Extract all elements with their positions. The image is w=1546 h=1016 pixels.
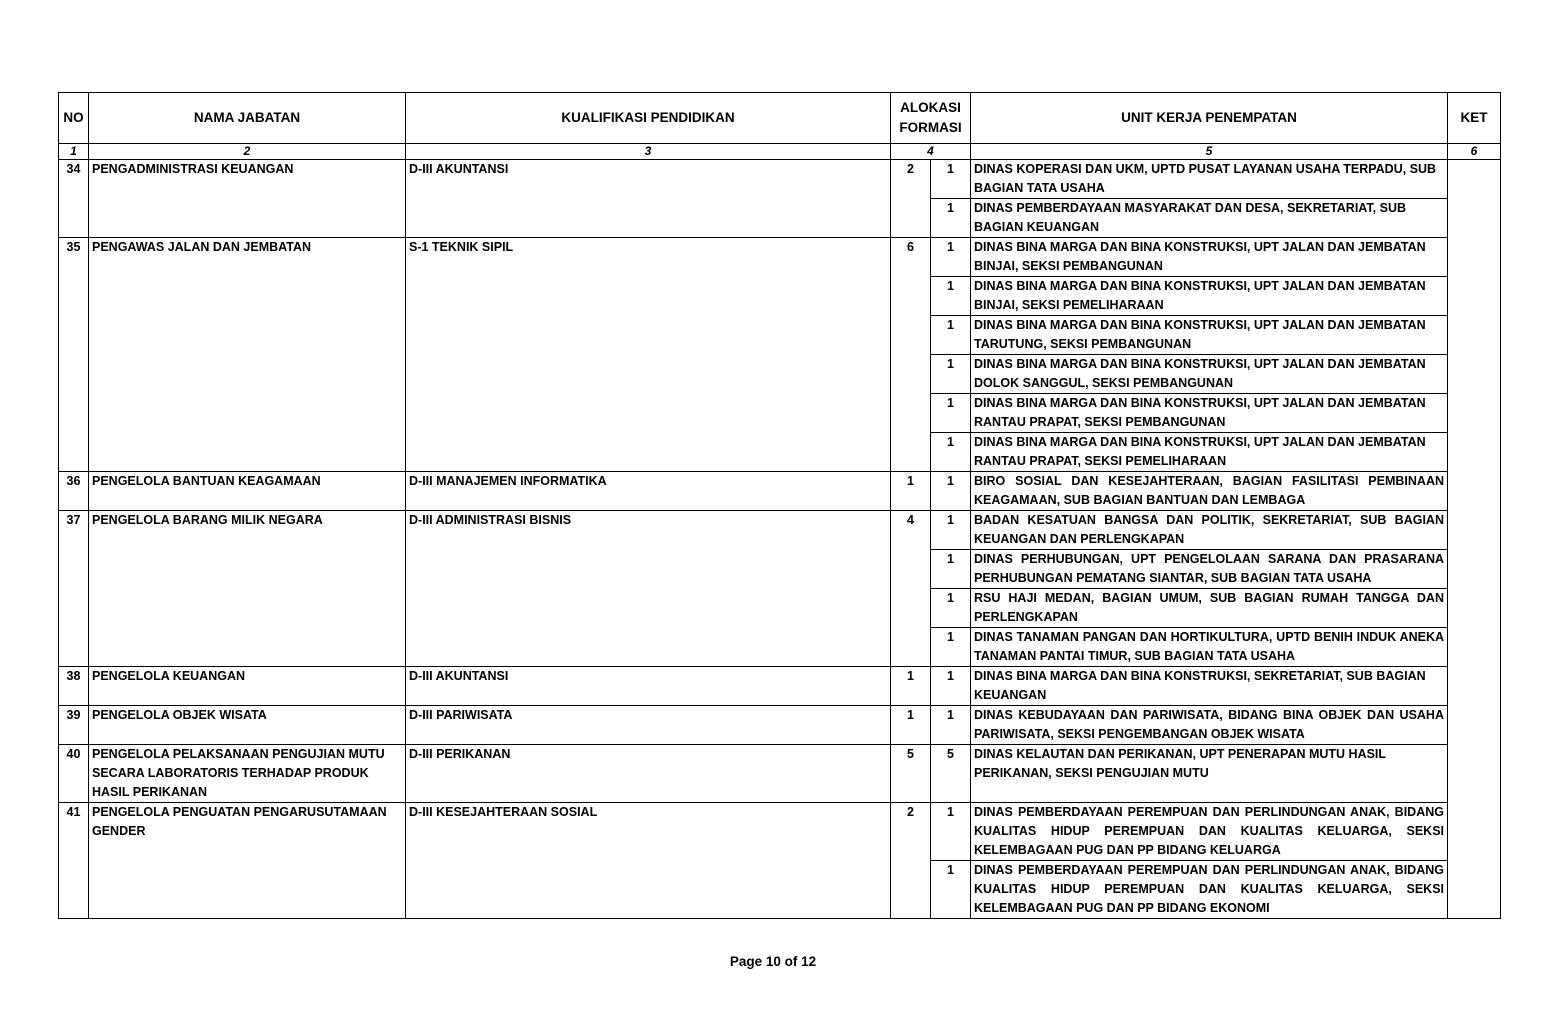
kualifikasi-cell: D-III AKUNTANSI [406,667,891,706]
unit-count-cell: 1 [931,803,971,861]
total-formasi-cell: 1 [891,667,931,706]
unit-text-cell: DINAS BINA MARGA DAN BINA KONSTRUKSI, UPT JALAN DAN JEMBATAN TARUTUNG, SEKSI PEMBANGUNAN [971,316,1448,355]
table-row [59,238,1501,277]
header-kualifikasi: KUALIFIKASI PENDIDIKAN [406,93,891,144]
header-row [59,93,1501,144]
unit-text-cell: DINAS BINA MARGA DAN BINA KONSTRUKSI, UPT JALAN DAN JEMBATAN BINJAI, SEKSI PEMELIHARAAN [971,277,1448,316]
kualifikasi-cell: D-III ADMINISTRASI BISNIS [406,511,891,667]
header-nama-jabatan: NAMA JABATAN [89,93,406,144]
header-unit: UNIT KERJA PENEMPATAN [971,93,1448,144]
row-number: 35 [59,238,89,472]
unit-text-cell: DINAS BINA MARGA DAN BINA KONSTRUKSI, UPT JALAN DAN JEMBATAN BINJAI, SEKSI PEMBANGUNAN [971,238,1448,277]
total-formasi-cell: 4 [891,511,931,667]
table-row [59,803,1501,861]
unit-count-cell: 1 [931,472,971,511]
unit-text-cell: DINAS BINA MARGA DAN BINA KONSTRUKSI, SEKRETARIAT, SUB BAGIAN KEUANGAN [971,667,1448,706]
row-number: 36 [59,472,89,511]
unit-count-cell: 1 [931,589,971,628]
page-number: Page 10 of 12 [729,954,817,969]
column-number: 2 [89,144,406,160]
column-number: 1 [59,144,89,160]
header-ket: KET [1448,93,1501,144]
column-number-row [59,144,1501,160]
total-formasi-cell: 5 [891,745,931,803]
unit-count-cell: 5 [931,745,971,803]
row-number: 38 [59,667,89,706]
jabatan-cell: PENGAWAS JALAN DAN JEMBATAN [89,238,406,472]
kualifikasi-cell: D-III MANAJEMEN INFORMATIKA [406,472,891,511]
header-alokasi: ALOKASI FORMASI [891,93,971,144]
total-formasi-cell: 2 [891,160,931,238]
unit-count-cell: 1 [931,238,971,277]
unit-text-cell: DINAS BINA MARGA DAN BINA KONSTRUKSI, UPT JALAN DAN JEMBATAN DOLOK SANGGUL, SEKSI PEMBANGUNAN [971,355,1448,394]
unit-count-cell: 1 [931,667,971,706]
unit-text-cell: DINAS PEMBERDAYAAN PEREMPUAN DAN PERLINDUNGAN ANAK, BIDANG KUALITAS HIDUP PEREMPUAN DAN KUALITAS KELUARGA, SEKSI KELEMBAGAAN PUG DAN PP BIDANG EKONOMI [971,861,1448,919]
jabatan-cell: PENGELOLA BARANG MILIK NEGARA [89,511,406,667]
unit-count-cell: 1 [931,160,971,199]
unit-text-cell: DINAS TANAMAN PANGAN DAN HORTIKULTURA, UPTD BENIH INDUK ANEKA TANAMAN PANTAI TIMUR, SUB BAGIAN TATA USAHA [971,628,1448,667]
ket-cell [1448,160,1501,919]
row-number: 41 [59,803,89,919]
unit-text-cell: DINAS KELAUTAN DAN PERIKANAN, UPT PENERAPAN MUTU HASIL PERIKANAN, SEKSI PENGUJIAN MUTU [971,745,1448,803]
row-number: 37 [59,511,89,667]
unit-text-cell: DINAS BINA MARGA DAN BINA KONSTRUKSI, UPT JALAN DAN JEMBATAN RANTAU PRAPAT, SEKSI PEMBANGUNAN [971,394,1448,433]
table-row [59,745,1501,803]
total-formasi-cell: 1 [891,472,931,511]
row-number: 34 [59,160,89,238]
column-number: 3 [406,144,891,160]
column-number: 6 [1448,144,1501,160]
table-row [59,511,1501,550]
kualifikasi-cell: D-III PERIKANAN [406,745,891,803]
jabatan-cell: PENGELOLA PENGUATAN PENGARUSUTAMAAN GENDER [89,803,406,919]
kualifikasi-cell: D-III PARIWISATA [406,706,891,745]
unit-text-cell: RSU HAJI MEDAN, BAGIAN UMUM, SUB BAGIAN RUMAH TANGGA DAN PERLENGKAPAN [971,589,1448,628]
unit-text-cell: DINAS KOPERASI DAN UKM, UPTD PUSAT LAYANAN USAHA TERPADU, SUB BAGIAN TATA USAHA [971,160,1448,199]
unit-count-cell: 1 [931,277,971,316]
unit-text-cell: DINAS KEBUDAYAAN DAN PARIWISATA, BIDANG BINA OBJEK DAN USAHA PARIWISATA, SEKSI PENGEMBANGAN OBJEK WISATA [971,706,1448,745]
unit-count-cell: 1 [931,511,971,550]
unit-count-cell: 1 [931,394,971,433]
unit-count-cell: 1 [931,706,971,745]
column-number: 5 [971,144,1448,160]
table-row [59,472,1501,511]
table-body [59,160,1501,919]
kualifikasi-cell: D-III AKUNTANSI [406,160,891,238]
unit-text-cell: BIRO SOSIAL DAN KESEJAHTERAAN, BAGIAN FASILITASI PEMBINAAN KEAGAMAAN, SUB BAGIAN BANTUAN DAN LEMBAGA [971,472,1448,511]
unit-count-cell: 1 [931,355,971,394]
unit-count-cell: 1 [931,628,971,667]
jabatan-cell: PENGELOLA BANTUAN KEAGAMAAN [89,472,406,511]
row-number: 40 [59,745,89,803]
unit-count-cell: 1 [931,861,971,919]
unit-count-cell: 1 [931,550,971,589]
unit-text-cell: BADAN KESATUAN BANGSA DAN POLITIK, SEKRETARIAT, SUB BAGIAN KEUANGAN DAN PERLENGKAPAN [971,511,1448,550]
table-row [59,706,1501,745]
jabatan-cell: PENGADMINISTRASI KEUANGAN [89,160,406,238]
unit-text-cell: DINAS BINA MARGA DAN BINA KONSTRUKSI, UPT JALAN DAN JEMBATAN RANTAU PRAPAT, SEKSI PEMELIHARAAN [971,433,1448,472]
table-row [59,667,1501,706]
unit-text-cell: DINAS PEMBERDAYAAN PEREMPUAN DAN PERLINDUNGAN ANAK, BIDANG KUALITAS HIDUP PEREMPUAN DAN KUALITAS KELUARGA, SEKSI KELEMBAGAAN PUG DAN PP BIDANG KELUARGA [971,803,1448,861]
unit-text-cell: DINAS PEMBERDAYAAN MASYARAKAT DAN DESA, SEKRETARIAT, SUB BAGIAN KEUANGAN [971,199,1448,238]
total-formasi-cell: 2 [891,803,931,919]
unit-count-cell: 1 [931,433,971,472]
unit-count-cell: 1 [931,199,971,238]
kualifikasi-cell: S-1 TEKNIK SIPIL [406,238,891,472]
formation-table [58,92,1501,919]
column-number: 4 [891,144,971,160]
total-formasi-cell: 1 [891,706,931,745]
kualifikasi-cell: D-III KESEJAHTERAAN SOSIAL [406,803,891,919]
jabatan-cell: PENGELOLA PELAKSANAAN PENGUJIAN MUTU SECARA LABORATORIS TERHADAP PRODUK HASIL PERIKANAN [89,745,406,803]
header-no: NO [59,93,89,144]
unit-text-cell: DINAS PERHUBUNGAN, UPT PENGELOLAAN SARANA DAN PRASARANA PERHUBUNGAN PEMATANG SIANTAR, SUB BAGIAN TATA USAHA [971,550,1448,589]
jabatan-cell: PENGELOLA KEUANGAN [89,667,406,706]
row-number: 39 [59,706,89,745]
unit-count-cell: 1 [931,316,971,355]
total-formasi-cell: 6 [891,238,931,472]
jabatan-cell: PENGELOLA OBJEK WISATA [89,706,406,745]
table-row [59,160,1501,199]
